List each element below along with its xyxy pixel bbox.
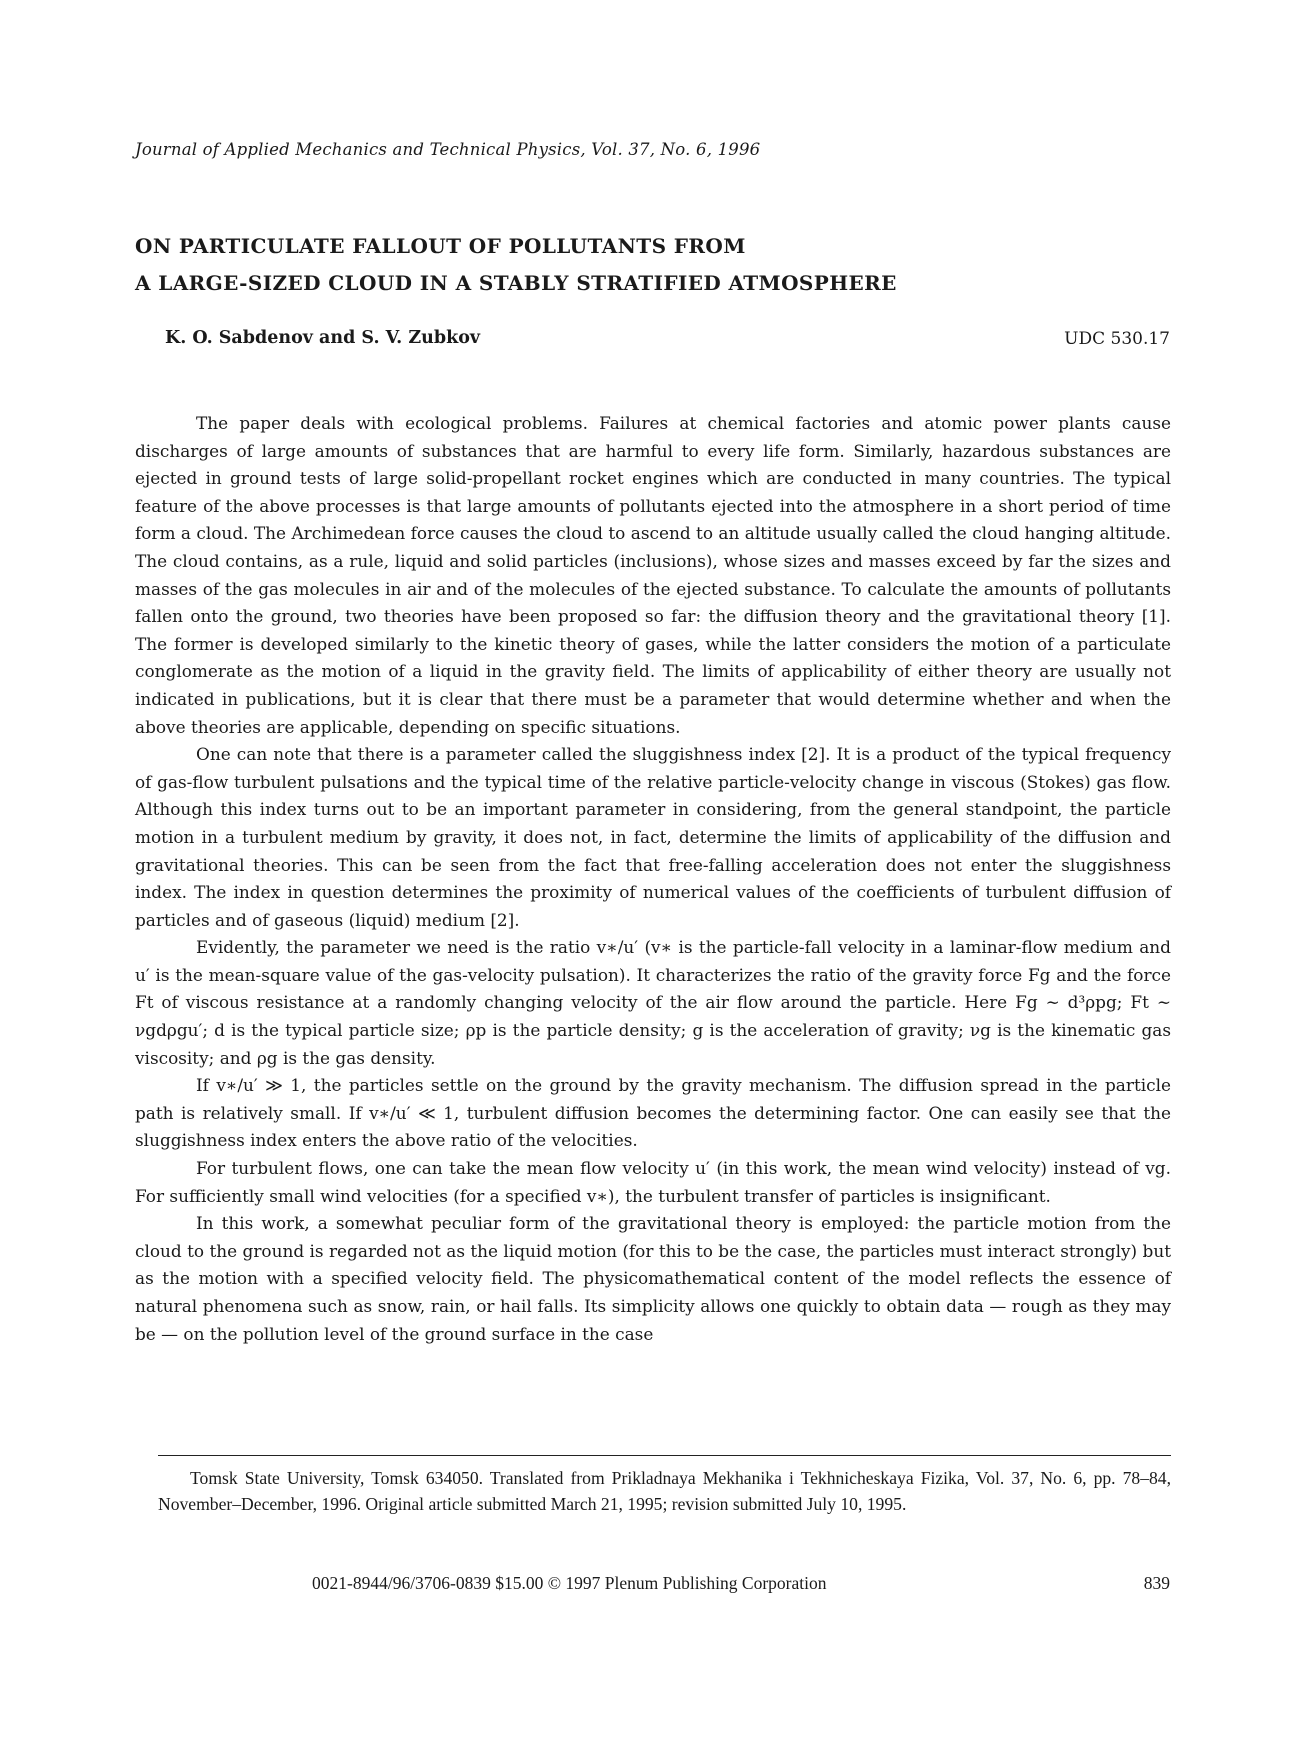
paragraph-1: The paper deals with ecological problems. Failures at chemical factories and atomic power plants cause discharges of large amounts of substances that are harmful to every life form. Similarly, hazardous substances are ejected in ground tests of large solid-propellant rocket engines which are conducted in many countries. The typical feature of the above processes is that large amounts of pollutants ejected into the atmosphere in a short period of time form a cloud. The Archimedean force causes the cloud to ascend to an altitude usually called the cloud hanging altitude. The cloud contains, as a rule, liquid and solid particles (inclusions), whose sizes and masses exceed by far the sizes and masses of the gas molecules in air and of the molecules of the ejected substance. To calculate the amounts of pollutants fallen onto the ground, two theories have been proposed so far: the diffusion theory and the gravitational theory [1]. The former is developed similarly to the kinetic theory of gases, while the latter considers the motion of a particulate conglomerate as the motion of a liquid in the gravity field. The limits of applicability of either theory are usually not indicated in publications, but it is clear that there must be a parameter that would determine whether and when the above theories are applicable, depending on specific situations. xyxy=(135,413,1171,737)
udc-code: UDC 530.17 xyxy=(1064,329,1170,349)
paragraph-6: In this work, a somewhat peculiar form of the gravitational theory is employed: the particle motion from the cloud to the ground is regarded not as the liquid motion (for this to be the case, the particles must interact strongly) but as the motion with a specified velocity field. The physicomathematical content of the model reflects the essence of natural phenomena such as snow, rain, or hail falls. Its simplicity allows one quickly to obtain data — rough as they may be — on the pollution level of the ground surface in the case xyxy=(135,1213,1171,1344)
paragraph-3: Evidently, the parameter we need is the ratio v∗/u′ (v∗ is the particle-fall velocity in a laminar-flow medium and u′ is the mean-square value of the gas-velocity pulsation). It characterizes the ratio of the gravity force Fg and the force Ft of viscous resistance at a randomly changing velocity of the air flow around the particle. Here Fg ∼ d³ρpg; Ft ∼ νgdρgu′; d is the typical particle size; ρp is the particle density; g is the acceleration of gravity; νg is the kinematic gas viscosity; and ρg is the gas density. xyxy=(135,937,1171,1068)
journal-citation: Journal of Applied Mechanics and Technical Physics, Vol. 37, No. 6, 1996 xyxy=(135,140,761,159)
page-number: 839 xyxy=(1143,1573,1170,1593)
title-line-2: A LARGE-SIZED CLOUD IN A STABLY STRATIFIED ATMOSPHERE xyxy=(135,271,897,295)
paper-title xyxy=(135,228,1195,302)
footnote xyxy=(158,1466,1171,1517)
paragraph-4: If v∗/u′ ≫ 1, the particles settle on the ground by the gravity mechanism. The diffusion spread in the particle path is relatively small. If v∗/u′ ≪ 1, turbulent diffusion becomes the determining factor. One can easily see that the sluggishness index enters the above ratio of the velocities. xyxy=(135,1075,1171,1151)
paragraph-2: One can note that there is a parameter called the sluggishness index [2]. It is a product of the typical frequency of gas-flow turbulent pulsations and the typical time of the relative particle-velocity change in viscous (Stokes) gas flow. Although this index turns out to be an important parameter in considering, from the general standpoint, the particle motion in a turbulent medium by gravity, it does not, in fact, determine the limits of applicability of the diffusion and gravitational theories. This can be seen from the fact that free-falling acceleration does not enter the sluggishness index. The index in question determines the proximity of numerical values of the coefficients of turbulent diffusion of particles and of gaseous (liquid) medium [2]. xyxy=(135,744,1171,930)
footnote-divider xyxy=(158,1455,1171,1456)
authors: K. O. Sabdenov and S. V. Zubkov xyxy=(165,328,481,348)
paragraph-5: For turbulent flows, one can take the mean flow velocity u′ (in this work, the mean wind velocity) instead of vg. For sufficiently small wind velocities (for a specified v∗), the turbulent transfer of particles is insignificant. xyxy=(135,1158,1171,1206)
footnote-text: Tomsk State University, Tomsk 634050. Translated from Prikladnaya Mekhanika i Tekhnicheskaya Fizika, Vol. 37, No. 6, pp. 78–84, November–December, 1996. Original article submitted March 21, 1995; revision submitted July 10, 1995. xyxy=(158,1468,1171,1514)
title-line-1: ON PARTICULATE FALLOUT OF POLLUTANTS FROM xyxy=(135,234,746,258)
article-body xyxy=(135,410,1171,1348)
copyright-line: 0021-8944/96/3706-0839 $15.00 © 1997 Plenum Publishing Corporation xyxy=(312,1573,827,1593)
